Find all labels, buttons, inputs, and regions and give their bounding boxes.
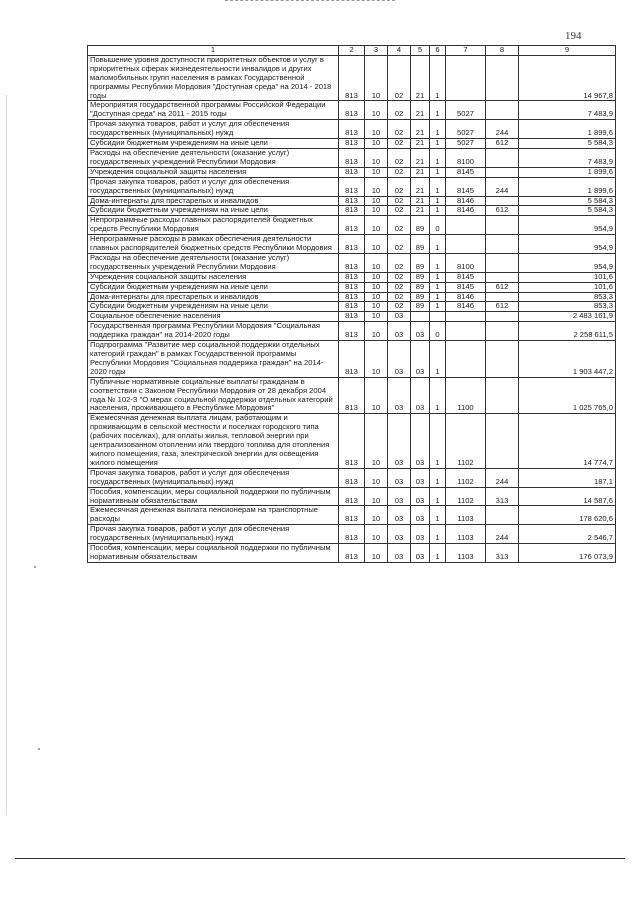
table-row xyxy=(88,341,616,378)
row-program: 21 xyxy=(411,196,430,206)
row-name: Государственная программа Республики Мордовия "Социальная поддержка граждан" на 2014-2020 годы xyxy=(88,322,339,341)
row-amount: 101,6 xyxy=(519,272,616,282)
row-subsection: 02 xyxy=(388,292,411,302)
row-expense-type xyxy=(486,148,519,167)
row-expense-type xyxy=(486,506,519,525)
row-expense-type: 612 xyxy=(486,302,519,312)
row-target: 8146 xyxy=(446,292,486,302)
row-amount: 2 546,7 xyxy=(519,525,616,544)
row-program: 21 xyxy=(411,55,430,101)
row-subsection: 02 xyxy=(388,120,411,139)
row-section: 10 xyxy=(365,414,388,468)
row-section: 10 xyxy=(365,167,388,177)
table-row xyxy=(88,414,616,468)
row-name: Публичные нормативные социальные выплаты гражданам в соответствии с Законом Республики Мордовия от 28 декабря 2004 года № 102-З "О мерах социальной поддержки отдельных категорий населения, проживающего в Республике Мордовия" xyxy=(88,377,339,414)
row-target: 1100 xyxy=(446,377,486,414)
row-subprogram: 1 xyxy=(430,414,446,468)
row-grbs: 813 xyxy=(339,196,365,206)
row-expense-type xyxy=(486,272,519,282)
row-target: 8146 xyxy=(446,302,486,312)
row-section: 10 xyxy=(365,292,388,302)
row-grbs: 813 xyxy=(339,235,365,254)
table-row xyxy=(88,312,616,322)
row-program: 03 xyxy=(411,377,430,414)
row-subsection: 02 xyxy=(388,167,411,177)
table-header-row xyxy=(88,46,616,56)
row-program: 89 xyxy=(411,216,430,235)
row-amount: 187,1 xyxy=(519,468,616,487)
row-section: 10 xyxy=(365,206,388,216)
row-amount: 7 483,9 xyxy=(519,148,616,167)
row-subprogram: 1 xyxy=(430,468,446,487)
table-row xyxy=(88,544,616,563)
row-subsection: 02 xyxy=(388,55,411,101)
table-row xyxy=(88,302,616,312)
row-program: 21 xyxy=(411,167,430,177)
row-expense-type: 244 xyxy=(486,120,519,139)
row-subsection: 03 xyxy=(388,414,411,468)
row-subsection: 02 xyxy=(388,206,411,216)
row-subprogram: 1 xyxy=(430,120,446,139)
row-grbs: 813 xyxy=(339,322,365,341)
row-subprogram: 0 xyxy=(430,322,446,341)
row-program: 21 xyxy=(411,139,430,149)
row-expense-type xyxy=(486,167,519,177)
row-grbs: 813 xyxy=(339,177,365,196)
row-expense-type xyxy=(486,196,519,206)
row-grbs: 813 xyxy=(339,544,365,563)
row-amount: 5 584,3 xyxy=(519,206,616,216)
row-amount: 853,3 xyxy=(519,302,616,312)
row-subprogram: 1 xyxy=(430,292,446,302)
row-subsection: 03 xyxy=(388,506,411,525)
row-name: Социальное обеспечение населения xyxy=(88,312,339,322)
scan-top-dash xyxy=(225,0,395,1)
row-section: 10 xyxy=(365,139,388,149)
row-program: 03 xyxy=(411,322,430,341)
row-target: 8146 xyxy=(446,206,486,216)
row-grbs: 813 xyxy=(339,414,365,468)
row-name: Непрограммные расходы главных распорядителей бюджетных средств Республики Мордовия xyxy=(88,216,339,235)
row-amount: 954,9 xyxy=(519,253,616,272)
row-subprogram: 1 xyxy=(430,177,446,196)
column-header-8: 8 xyxy=(486,46,519,56)
row-subprogram: 1 xyxy=(430,506,446,525)
row-program: 21 xyxy=(411,177,430,196)
row-subsection: 02 xyxy=(388,177,411,196)
row-subprogram: 1 xyxy=(430,235,446,254)
row-grbs: 813 xyxy=(339,206,365,216)
row-section: 10 xyxy=(365,302,388,312)
row-grbs: 813 xyxy=(339,302,365,312)
table-row xyxy=(88,525,616,544)
row-target xyxy=(446,322,486,341)
row-subprogram: 1 xyxy=(430,101,446,120)
row-subsection: 02 xyxy=(388,148,411,167)
row-subsection: 03 xyxy=(388,468,411,487)
row-name: Прочая закупка товаров, работ и услуг для обеспечения государственных (муниципальных) нужд xyxy=(88,525,339,544)
row-program: 89 xyxy=(411,253,430,272)
row-target: 8145 xyxy=(446,272,486,282)
row-grbs: 813 xyxy=(339,312,365,322)
column-header-9: 9 xyxy=(519,46,616,56)
row-subprogram: 1 xyxy=(430,525,446,544)
row-section: 10 xyxy=(365,253,388,272)
row-target: 5027 xyxy=(446,101,486,120)
row-program: 21 xyxy=(411,101,430,120)
row-grbs: 813 xyxy=(339,272,365,282)
row-program: 03 xyxy=(411,544,430,563)
row-amount: 2 258 611,5 xyxy=(519,322,616,341)
row-grbs: 813 xyxy=(339,468,365,487)
table-row xyxy=(88,167,616,177)
row-amount: 1 899,6 xyxy=(519,177,616,196)
row-target: 1102 xyxy=(446,414,486,468)
page-bottom-rule xyxy=(15,858,625,859)
row-amount: 2 483 161,9 xyxy=(519,312,616,322)
row-section: 10 xyxy=(365,282,388,292)
row-name: Подпрограмма "Развитие мер социальной поддержки отдельных категорий граждан" в рамках Государственной программы Республики Мордовия "Социальная поддержка граждан" на 2014-2020 годы xyxy=(88,341,339,378)
row-program: 03 xyxy=(411,414,430,468)
row-amount: 853,3 xyxy=(519,292,616,302)
row-grbs: 813 xyxy=(339,101,365,120)
row-grbs: 813 xyxy=(339,139,365,149)
row-subprogram: 0 xyxy=(430,216,446,235)
row-section: 10 xyxy=(365,120,388,139)
table-row xyxy=(88,101,616,120)
row-expense-type xyxy=(486,312,519,322)
table-row xyxy=(88,235,616,254)
row-grbs: 813 xyxy=(339,216,365,235)
row-subprogram: 1 xyxy=(430,196,446,206)
table-row xyxy=(88,120,616,139)
row-section: 10 xyxy=(365,487,388,506)
row-subprogram: 1 xyxy=(430,272,446,282)
scan-speck xyxy=(34,566,36,568)
row-section: 10 xyxy=(365,148,388,167)
row-name: Повышение уровня доступности приоритетных объектов и услуг в приоритетных сферах жизнедеятельности инвалидов и других маломобильных групп населения в рамках Государственной программы Республики Мордовия "Доступная среда" на 2014 - 2018 годы xyxy=(88,55,339,101)
row-target: 8145 xyxy=(446,177,486,196)
row-subprogram: 1 xyxy=(430,282,446,292)
row-target: 1103 xyxy=(446,525,486,544)
column-header-1: 1 xyxy=(88,46,339,56)
row-subprogram: 1 xyxy=(430,206,446,216)
row-target: 8100 xyxy=(446,148,486,167)
row-subsection: 03 xyxy=(388,525,411,544)
row-target xyxy=(446,235,486,254)
row-subsection: 02 xyxy=(388,282,411,292)
row-amount: 178 620,6 xyxy=(519,506,616,525)
row-section: 10 xyxy=(365,322,388,341)
row-amount: 954,9 xyxy=(519,216,616,235)
row-target: 1103 xyxy=(446,544,486,563)
table-row xyxy=(88,177,616,196)
row-target xyxy=(446,55,486,101)
row-subsection: 03 xyxy=(388,322,411,341)
column-header-5: 5 xyxy=(411,46,430,56)
table-row xyxy=(88,322,616,341)
row-target: 8145 xyxy=(446,167,486,177)
row-grbs: 813 xyxy=(339,120,365,139)
row-program: 21 xyxy=(411,120,430,139)
row-subsection: 02 xyxy=(388,216,411,235)
row-target: 5027 xyxy=(446,120,486,139)
row-target: 8145 xyxy=(446,282,486,292)
row-subsection: 03 xyxy=(388,341,411,378)
row-expense-type xyxy=(486,216,519,235)
row-subsection: 02 xyxy=(388,139,411,149)
row-expense-type xyxy=(486,414,519,468)
row-name: Ежемесячная денежная выплата лицам, работающим и проживающим в сельской местности и поселках городского типа (рабочих поселках), для оплаты жилья, тепловой энергии при централизованном отоплении или твердого топлива для отопления жилого помещения, газа, электрической энергии для освещения жилого помещения xyxy=(88,414,339,468)
row-name: Дома-интернаты для престарелых и инвалидов xyxy=(88,292,339,302)
row-section: 10 xyxy=(365,341,388,378)
row-target: 5027 xyxy=(446,139,486,149)
row-program: 89 xyxy=(411,235,430,254)
row-amount: 14 967,8 xyxy=(519,55,616,101)
row-amount: 1 025 765,0 xyxy=(519,377,616,414)
table-row xyxy=(88,377,616,414)
row-expense-type: 612 xyxy=(486,282,519,292)
row-expense-type: 313 xyxy=(486,544,519,563)
row-program: 89 xyxy=(411,302,430,312)
row-subprogram: 1 xyxy=(430,544,446,563)
row-name: Пособия, компенсации, меры социальной поддержки по публичным нормативным обязательствам xyxy=(88,487,339,506)
row-name: Непрограммные расходы в рамках обеспечения деятельности главных распорядителей бюджетных средств Республики Мордовия xyxy=(88,235,339,254)
row-section: 10 xyxy=(365,177,388,196)
row-amount: 176 073,9 xyxy=(519,544,616,563)
row-program: 21 xyxy=(411,148,430,167)
row-program: 89 xyxy=(411,272,430,282)
row-name: Субсидии бюджетным учреждениям на иные цели xyxy=(88,282,339,292)
row-amount: 1 899,6 xyxy=(519,167,616,177)
table-row xyxy=(88,272,616,282)
row-expense-type: 244 xyxy=(486,468,519,487)
row-expense-type xyxy=(486,322,519,341)
row-name: Дома-интернаты для престарелых и инвалидов xyxy=(88,196,339,206)
row-target: 8146 xyxy=(446,196,486,206)
row-program: 03 xyxy=(411,525,430,544)
row-expense-type xyxy=(486,101,519,120)
row-target xyxy=(446,341,486,378)
scan-speck xyxy=(38,748,40,750)
row-name: Расходы на обеспечение деятельности (оказание услуг) государственных учреждений Республики Мордовия xyxy=(88,253,339,272)
table-row xyxy=(88,292,616,302)
row-subsection: 03 xyxy=(388,487,411,506)
row-subsection: 02 xyxy=(388,253,411,272)
column-header-6: 6 xyxy=(430,46,446,56)
row-subprogram: 1 xyxy=(430,167,446,177)
row-expense-type xyxy=(486,235,519,254)
row-expense-type xyxy=(486,292,519,302)
row-subsection: 03 xyxy=(388,377,411,414)
table-row xyxy=(88,55,616,101)
row-target: 1102 xyxy=(446,487,486,506)
row-grbs: 813 xyxy=(339,506,365,525)
row-name: Учреждения социальной защиты населения xyxy=(88,167,339,177)
row-expense-type xyxy=(486,341,519,378)
row-amount: 1 899,6 xyxy=(519,120,616,139)
row-section: 10 xyxy=(365,312,388,322)
row-subsection: 03 xyxy=(388,312,411,322)
row-amount: 14 774,7 xyxy=(519,414,616,468)
row-name: Субсидии бюджетным учреждениям на иные цели xyxy=(88,302,339,312)
row-grbs: 813 xyxy=(339,148,365,167)
row-section: 10 xyxy=(365,55,388,101)
row-section: 10 xyxy=(365,506,388,525)
row-target: 1102 xyxy=(446,468,486,487)
scan-left-edge xyxy=(6,95,7,815)
table-row xyxy=(88,253,616,272)
row-section: 10 xyxy=(365,272,388,282)
row-section: 10 xyxy=(365,468,388,487)
row-subsection: 02 xyxy=(388,302,411,312)
row-program: 89 xyxy=(411,292,430,302)
row-grbs: 813 xyxy=(339,282,365,292)
row-subprogram: 1 xyxy=(430,148,446,167)
row-name: Субсидии бюджетным учреждениям на иные цели xyxy=(88,139,339,149)
row-subsection: 02 xyxy=(388,272,411,282)
row-name: Мероприятия государственной программы Российской Федерации "Доступная среда" на 2011 - 2015 годы xyxy=(88,101,339,120)
row-name: Прочая закупка товаров, работ и услуг для обеспечения государственных (муниципальных) нужд xyxy=(88,177,339,196)
row-program: 89 xyxy=(411,282,430,292)
row-section: 10 xyxy=(365,525,388,544)
row-section: 10 xyxy=(365,235,388,254)
row-subsection: 02 xyxy=(388,235,411,254)
table-row xyxy=(88,506,616,525)
row-expense-type: 244 xyxy=(486,177,519,196)
column-header-7: 7 xyxy=(446,46,486,56)
row-grbs: 813 xyxy=(339,253,365,272)
row-subsection: 03 xyxy=(388,544,411,563)
row-section: 10 xyxy=(365,544,388,563)
row-grbs: 813 xyxy=(339,377,365,414)
row-name: Субсидии бюджетным учреждениям на иные цели xyxy=(88,206,339,216)
row-amount: 7 483,9 xyxy=(519,101,616,120)
row-subprogram: 1 xyxy=(430,377,446,414)
row-expense-type xyxy=(486,253,519,272)
row-program: 03 xyxy=(411,468,430,487)
row-subprogram: 1 xyxy=(430,341,446,378)
row-program xyxy=(411,312,430,322)
column-header-4: 4 xyxy=(388,46,411,56)
row-expense-type: 612 xyxy=(486,206,519,216)
row-section: 10 xyxy=(365,377,388,414)
row-target xyxy=(446,216,486,235)
table-row xyxy=(88,139,616,149)
row-subprogram: 1 xyxy=(430,55,446,101)
row-grbs: 813 xyxy=(339,167,365,177)
row-subprogram xyxy=(430,312,446,322)
page-number: 194 xyxy=(565,30,582,42)
row-grbs: 813 xyxy=(339,487,365,506)
row-amount: 101,6 xyxy=(519,282,616,292)
table-row xyxy=(88,468,616,487)
row-program: 03 xyxy=(411,341,430,378)
row-amount: 1 903 447,2 xyxy=(519,341,616,378)
row-grbs: 813 xyxy=(339,55,365,101)
row-name: Учреждения социальной защиты населения xyxy=(88,272,339,282)
row-section: 10 xyxy=(365,216,388,235)
row-program: 03 xyxy=(411,506,430,525)
row-amount: 954,9 xyxy=(519,235,616,254)
table-row xyxy=(88,216,616,235)
row-expense-type: 313 xyxy=(486,487,519,506)
row-amount: 5 584,3 xyxy=(519,196,616,206)
row-program: 03 xyxy=(411,487,430,506)
row-target: 1103 xyxy=(446,506,486,525)
row-name: Пособия, компенсации, меры социальной поддержки по публичным нормативным обязательствам xyxy=(88,544,339,563)
row-name: Прочая закупка товаров, работ и услуг для обеспечения государственных (муниципальных) нужд xyxy=(88,468,339,487)
row-expense-type xyxy=(486,377,519,414)
table-row xyxy=(88,196,616,206)
row-subsection: 02 xyxy=(388,101,411,120)
row-section: 10 xyxy=(365,196,388,206)
row-amount: 14 587,6 xyxy=(519,487,616,506)
row-expense-type: 612 xyxy=(486,139,519,149)
budget-table xyxy=(87,45,616,563)
row-expense-type xyxy=(486,55,519,101)
row-name: Ежемесячная денежная выплата пенсионерам на транспортные расходы xyxy=(88,506,339,525)
row-subsection: 02 xyxy=(388,196,411,206)
row-subprogram: 1 xyxy=(430,139,446,149)
column-header-3: 3 xyxy=(365,46,388,56)
row-expense-type: 244 xyxy=(486,525,519,544)
row-target: 8100 xyxy=(446,253,486,272)
table-row xyxy=(88,206,616,216)
table-row xyxy=(88,487,616,506)
row-amount: 5 584,3 xyxy=(519,139,616,149)
table-row xyxy=(88,148,616,167)
table-row xyxy=(88,282,616,292)
row-section: 10 xyxy=(365,101,388,120)
row-name: Расходы на обеспечение деятельности (оказание услуг) государственных учреждений Республики Мордовия xyxy=(88,148,339,167)
row-grbs: 813 xyxy=(339,341,365,378)
row-grbs: 813 xyxy=(339,525,365,544)
row-grbs: 813 xyxy=(339,292,365,302)
row-subprogram: 1 xyxy=(430,253,446,272)
row-subprogram: 1 xyxy=(430,487,446,506)
row-program: 21 xyxy=(411,206,430,216)
row-name: Прочая закупка товаров, работ и услуг для обеспечения государственных (муниципальных) нужд xyxy=(88,120,339,139)
column-header-2: 2 xyxy=(339,46,365,56)
row-subprogram: 1 xyxy=(430,302,446,312)
row-target xyxy=(446,312,486,322)
